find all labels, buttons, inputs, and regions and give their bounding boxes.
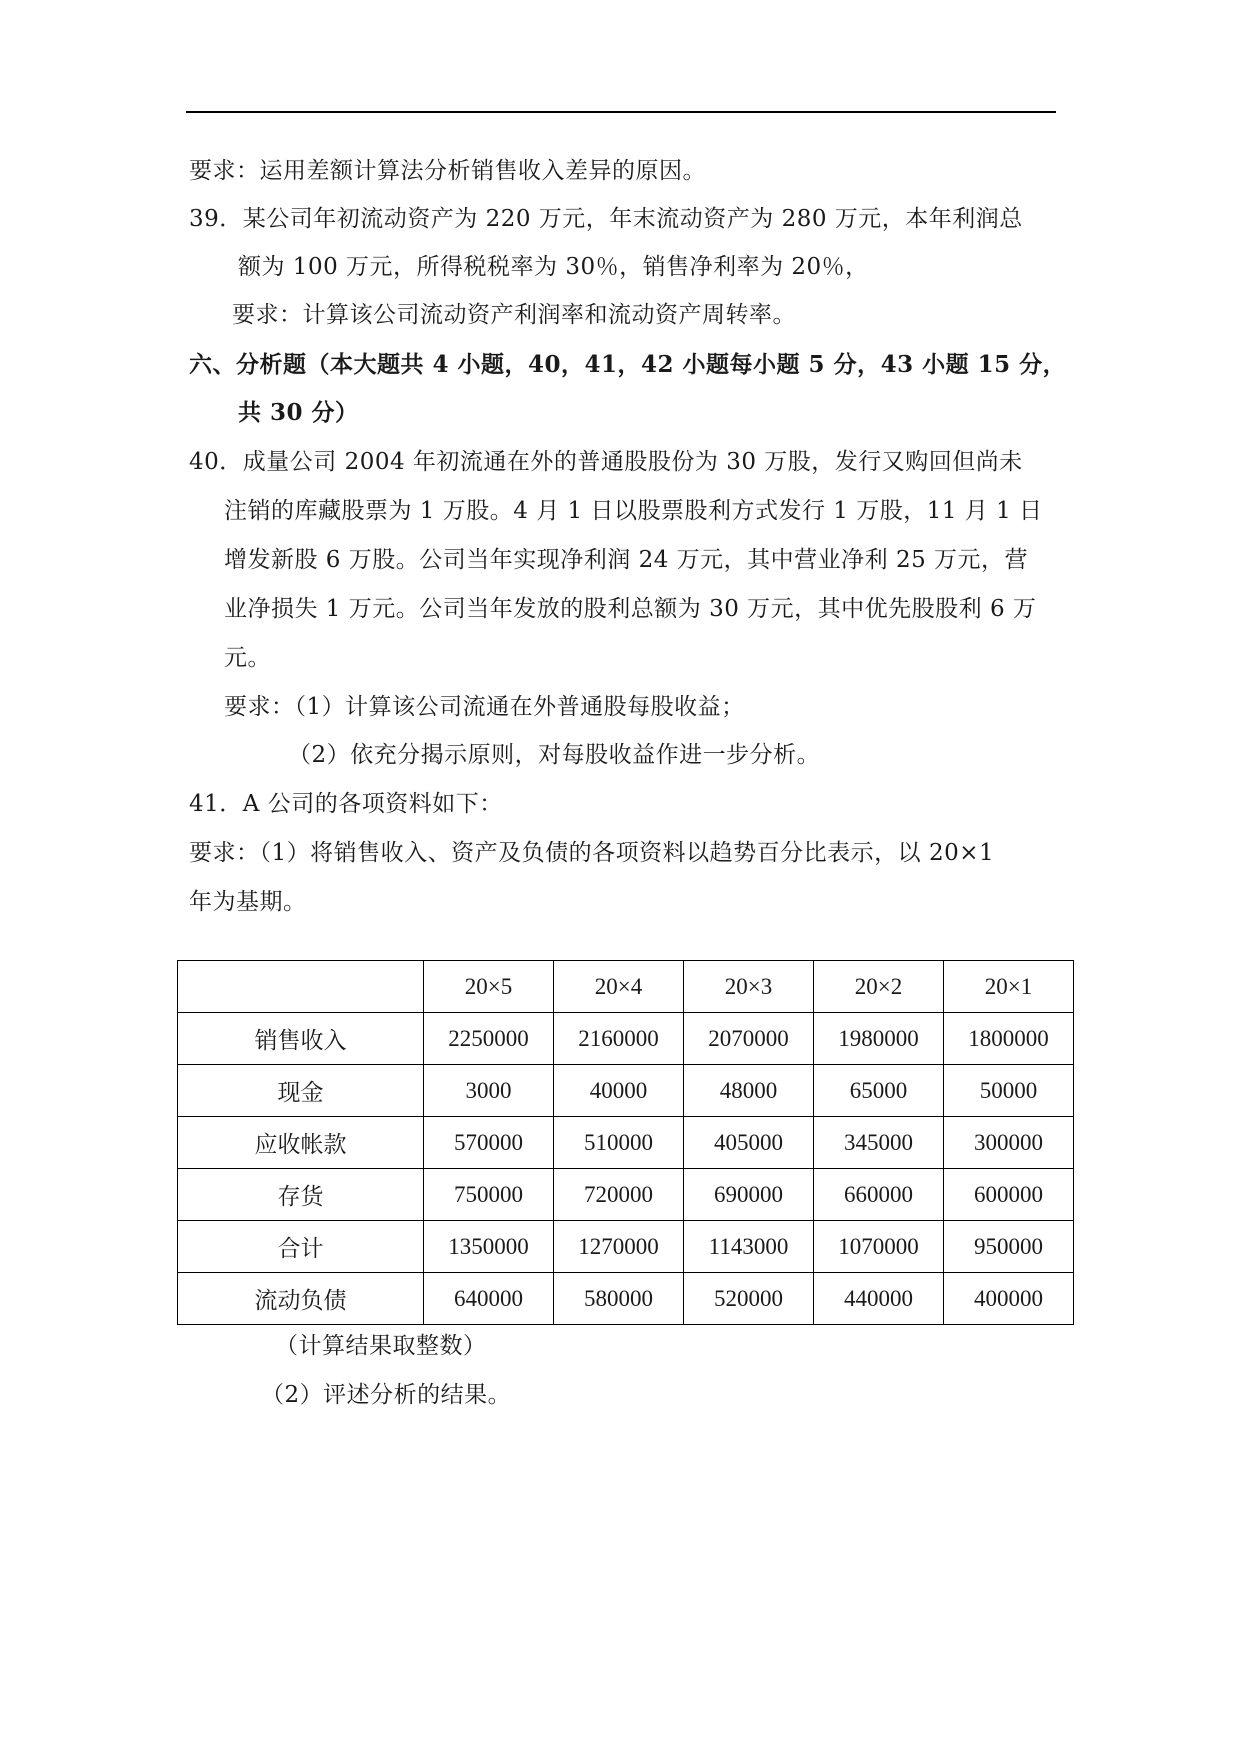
question-40-line1: 40．成量公司 2004 年初流通在外的普通股股份为 30 万股，发行又购回但尚未 <box>189 449 1023 475</box>
rounding-note: （计算结果取整数） <box>275 1333 487 1359</box>
table-cell: 1270000 <box>554 1221 684 1273</box>
question-40-line2: 注销的库藏股票为 1 万股。4 月 1 日以股票股利方式发行 1 万股，11 月 1 日 <box>224 498 1043 524</box>
table-header-cell: 20×2 <box>814 961 944 1013</box>
row-label: 存货 <box>178 1169 424 1221</box>
question-40-req1: 要求：（1）计算该公司流通在外普通股每股收益； <box>224 694 745 720</box>
table-cell: 950000 <box>944 1221 1074 1273</box>
table-cell: 570000 <box>424 1117 554 1169</box>
row-label: 销售收入 <box>178 1013 424 1065</box>
question-41-line1: 41．A 公司的各项资料如下： <box>189 791 503 817</box>
question-41-req1-cont: 年为基期。 <box>189 889 307 915</box>
table-cell: 2070000 <box>684 1013 814 1065</box>
table-cell: 2160000 <box>554 1013 684 1065</box>
question-41-req1: 要求：（1）将销售收入、资产及负债的各项资料以趋势百分比表示，以 20×1 <box>189 840 995 866</box>
header-rule <box>186 111 1056 113</box>
row-label: 应收帐款 <box>178 1117 424 1169</box>
table-cell: 40000 <box>554 1065 684 1117</box>
question-40-line4: 业净损失 1 万元。公司当年发放的股利总额为 30 万元，其中优先股股利 6 万 <box>224 596 1037 622</box>
table-cell: 1980000 <box>814 1013 944 1065</box>
trend-data-table <box>177 960 1074 1325</box>
table-row <box>178 1065 1074 1117</box>
row-label: 合计 <box>178 1221 424 1273</box>
table-cell: 1070000 <box>814 1221 944 1273</box>
question-38-requirement: 要求：运用差额计算法分析销售收入差异的原因。 <box>189 158 706 184</box>
question-40-req2: （2）依充分揭示原则，对每股收益作进一步分析。 <box>288 742 821 768</box>
table-header-cell <box>178 961 424 1013</box>
question-39-requirement: 要求：计算该公司流动资产利润率和流动资产周转率。 <box>232 302 796 328</box>
question-40-line5: 元。 <box>224 645 271 671</box>
table-cell: 1350000 <box>424 1221 554 1273</box>
table-cell: 3000 <box>424 1065 554 1117</box>
table-cell: 2250000 <box>424 1013 554 1065</box>
table-cell: 580000 <box>554 1273 684 1325</box>
table-cell: 510000 <box>554 1117 684 1169</box>
table-cell: 1800000 <box>944 1013 1074 1065</box>
table-header-cell: 20×3 <box>684 961 814 1013</box>
table-cell: 48000 <box>684 1065 814 1117</box>
table-cell: 65000 <box>814 1065 944 1117</box>
question-39-line2: 额为 100 万元，所得税税率为 30％，销售净利率为 20％， <box>238 254 869 280</box>
section-6-heading: 六、分析题（本大题共 4 小题，40，41，42 小题每小题 5 分，43 小题 15 分， <box>189 351 1067 378</box>
table-cell: 50000 <box>944 1065 1074 1117</box>
table-cell: 345000 <box>814 1117 944 1169</box>
question-39-line1: 39．某公司年初流动资产为 220 万元，年末流动资产为 280 万元，本年利润总 <box>189 206 1023 232</box>
table-cell: 640000 <box>424 1273 554 1325</box>
table-cell: 440000 <box>814 1273 944 1325</box>
row-label: 流动负债 <box>178 1273 424 1325</box>
table-row <box>178 1273 1074 1325</box>
table-row <box>178 1221 1074 1273</box>
table-cell: 400000 <box>944 1273 1074 1325</box>
table-row <box>178 1013 1074 1065</box>
table-header-row <box>178 961 1074 1013</box>
question-41-req2: （2）评述分析的结果。 <box>261 1382 512 1408</box>
table-header-cell: 20×1 <box>944 961 1074 1013</box>
table-cell: 600000 <box>944 1169 1074 1221</box>
table-header-cell: 20×4 <box>554 961 684 1013</box>
question-40-line3: 增发新股 6 万股。公司当年实现净利润 24 万元，其中营业净利 25 万元，营 <box>224 547 1029 573</box>
table-cell: 300000 <box>944 1117 1074 1169</box>
table-cell: 1143000 <box>684 1221 814 1273</box>
table-cell: 660000 <box>814 1169 944 1221</box>
table-cell: 750000 <box>424 1169 554 1221</box>
row-label: 现金 <box>178 1065 424 1117</box>
table-row <box>178 1169 1074 1221</box>
section-6-heading-cont: 共 30 分） <box>238 399 359 426</box>
table-cell: 520000 <box>684 1273 814 1325</box>
table-header-cell: 20×5 <box>424 961 554 1013</box>
table-cell: 720000 <box>554 1169 684 1221</box>
table-row <box>178 1117 1074 1169</box>
table-cell: 405000 <box>684 1117 814 1169</box>
table-cell: 690000 <box>684 1169 814 1221</box>
